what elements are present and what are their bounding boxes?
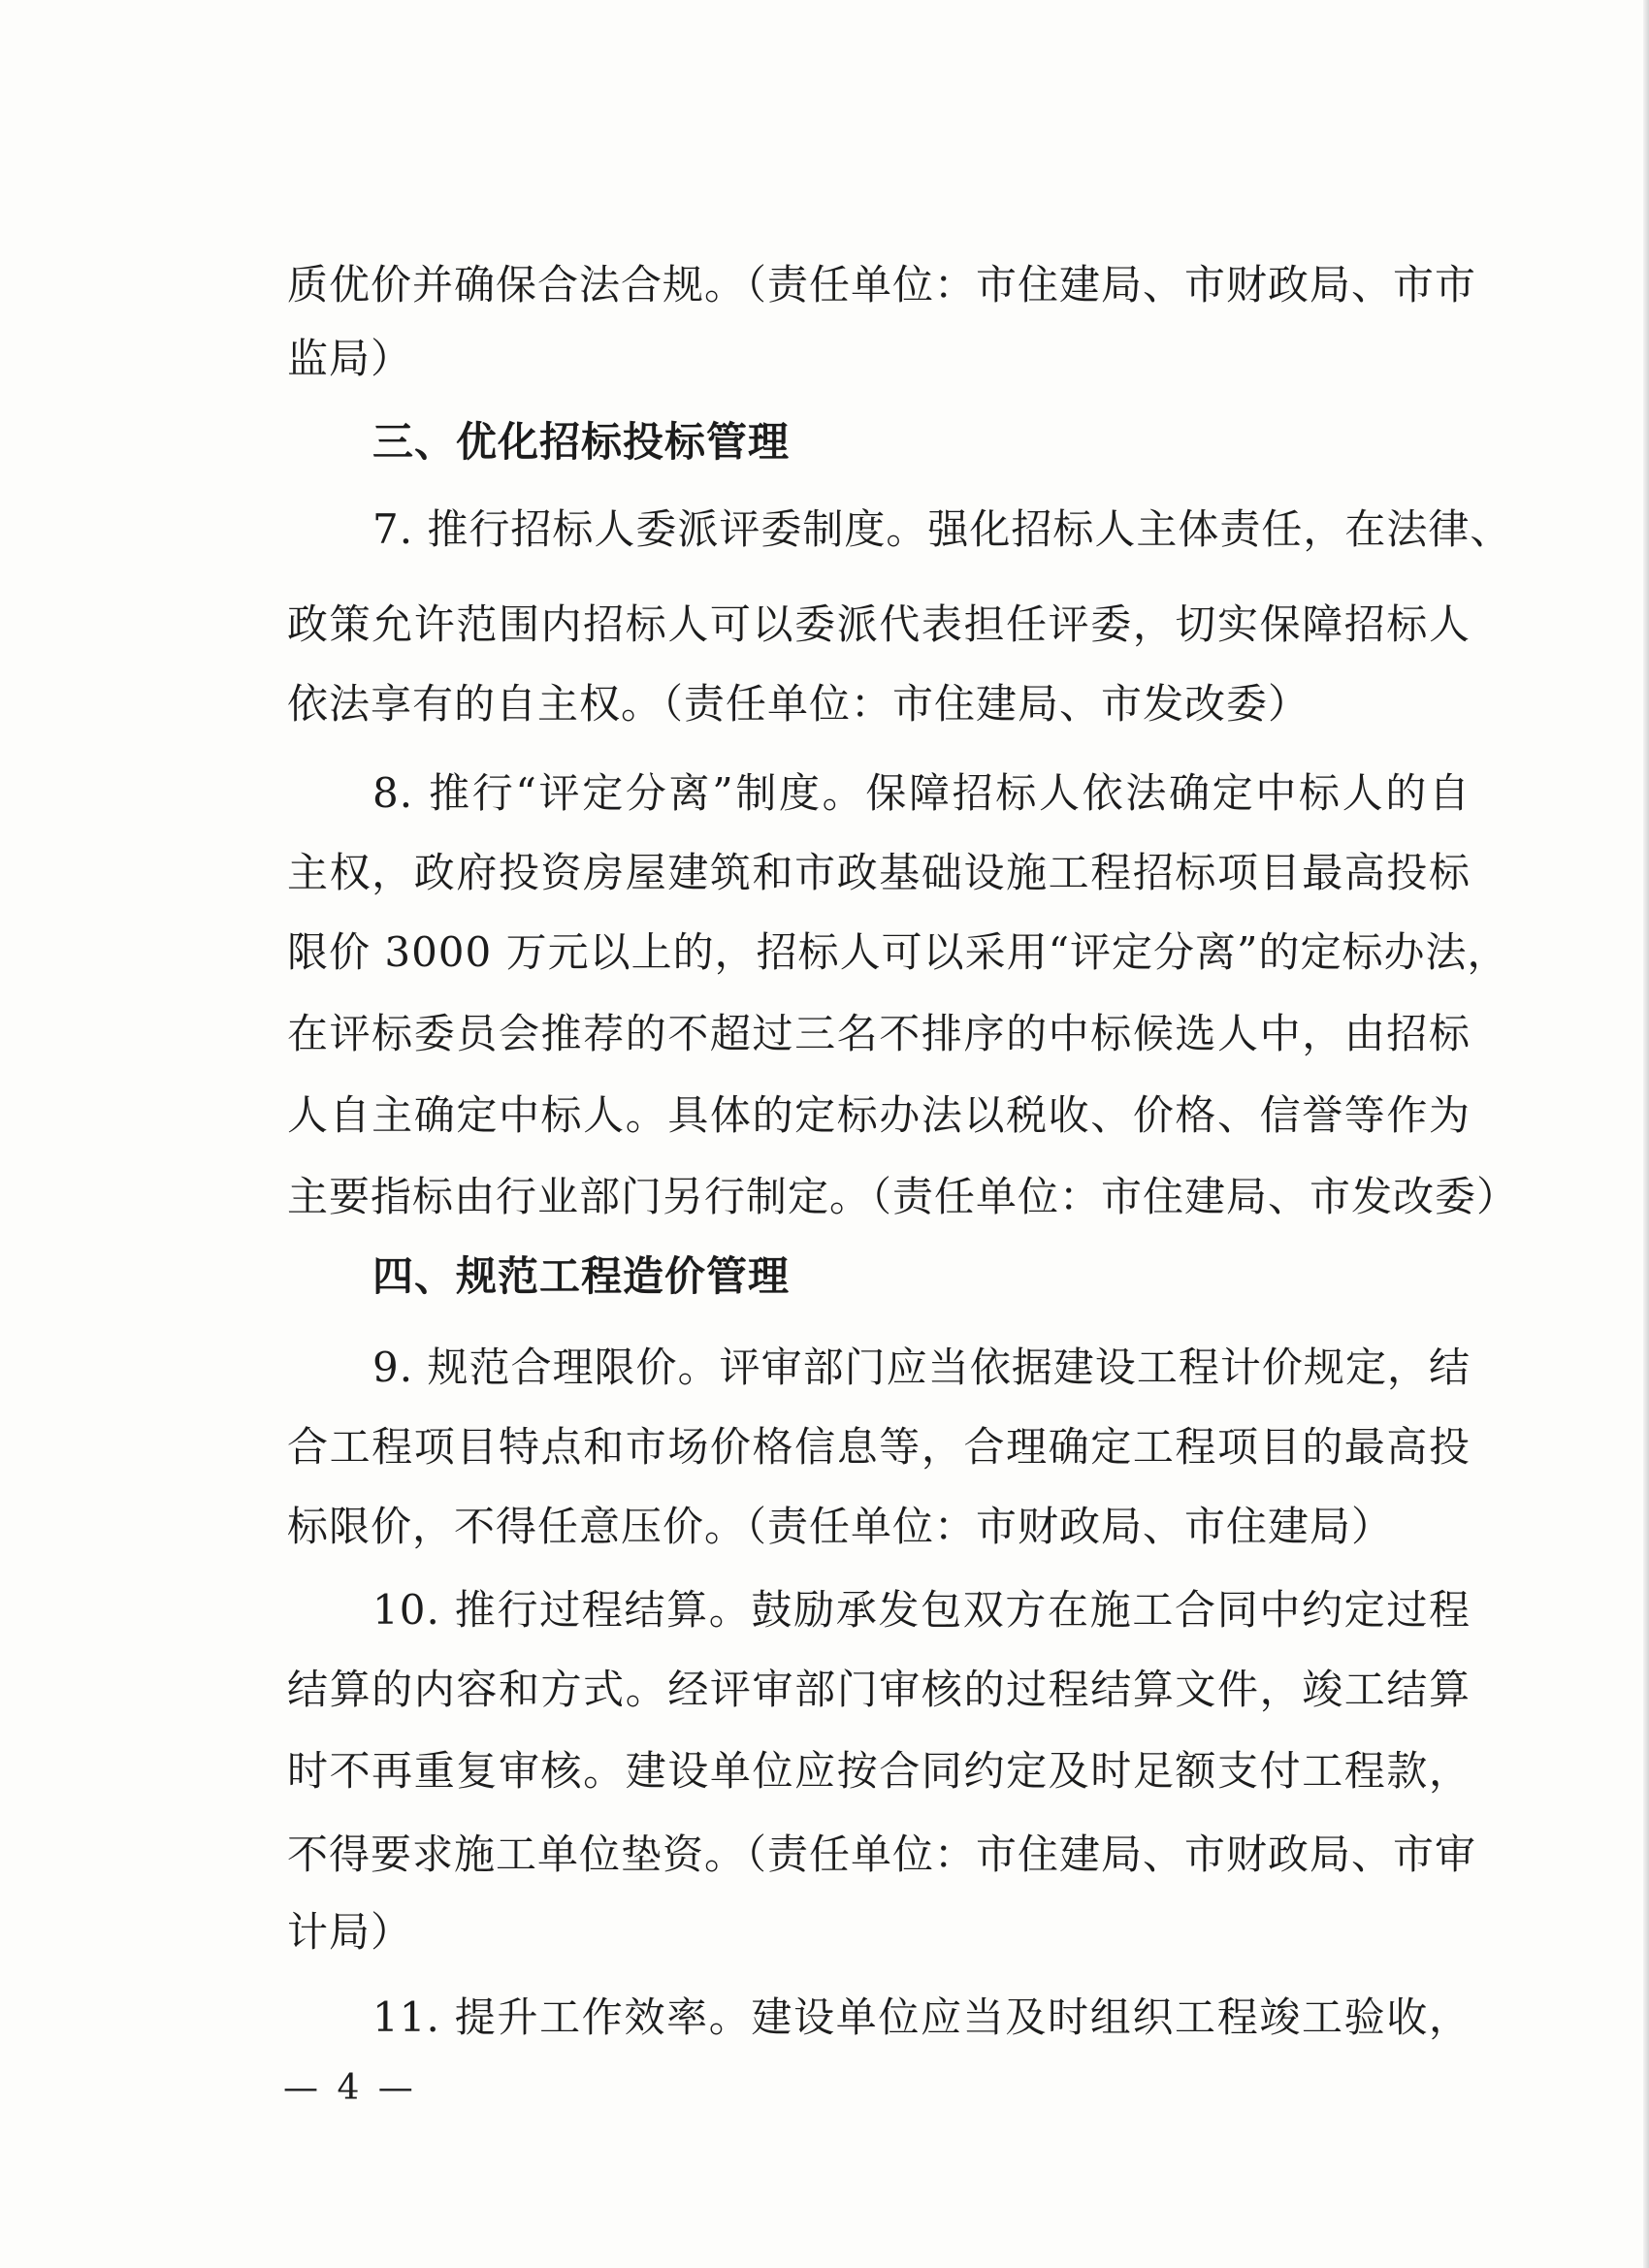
body-text-line: 在评标委员会推荐的不超过三名不排序的中标候选人中，由招标 — [287, 1010, 1471, 1057]
body-text-line: 依法享有的自主权。（责任单位：市住建局、市发改委） — [287, 680, 1310, 728]
body-text-line: 结算的内容和方式。经评审部门审核的过程结算文件，竣工结算 — [287, 1666, 1471, 1713]
body-text-line: 限价 3000 万元以上的，招标人可以采用“评定分离”的定标办法， — [287, 928, 1509, 976]
body-text-line: 人自主确定中标人。具体的定标办法以税收、价格、信誉等作为 — [287, 1091, 1471, 1139]
body-text-line: 标限价，不得任意压价。（责任单位：市财政局、市住建局） — [287, 1503, 1394, 1550]
body-text-line: 主要指标由行业部门另行制定。（责任单位：市住建局、市发改委） — [287, 1173, 1519, 1220]
body-text-line: 合工程项目特点和市场价格信息等，合理确定工程项目的最高投 — [287, 1423, 1471, 1471]
body-text-line: 主权，政府投资房屋建筑和市政基础设施工程招标项目最高投标 — [287, 849, 1471, 896]
body-text-line: 质优价并确保合法合规。（责任单位：市住建局、市财政局、市市 — [287, 261, 1477, 308]
body-text-line: 10. 推行过程结算。鼓励承发包双方在施工合同中约定过程 — [372, 1586, 1471, 1634]
body-text-line: 政策允许范围内招标人可以委派代表担任评委，切实保障招标人 — [287, 600, 1471, 648]
body-text-line: 9. 规范合理限价。评审部门应当依据建设工程计价规定，结 — [372, 1344, 1471, 1391]
page-edge-shadow — [1643, 0, 1649, 2268]
body-text-line: 7. 推行招标人委派评委制度。强化招标人主体责任，在法律、 — [372, 505, 1512, 553]
page-number: — 4 — — [283, 2068, 417, 2108]
body-text-line: 11. 提升工作效率。建设单位应当及时组织工程竣工验收， — [372, 1993, 1471, 2041]
body-text-line: 计局） — [287, 1908, 413, 1956]
body-text-line: 时不再重复审核。建设单位应按合同约定及时足额支付工程款， — [287, 1747, 1471, 1795]
body-text-line: 监局） — [287, 335, 413, 382]
body-text-line: 8. 推行“评定分离”制度。保障招标人依法确定中标人的自 — [372, 769, 1471, 817]
section-heading: 四、规范工程造价管理 — [372, 1252, 791, 1300]
section-heading: 三、优化招标投标管理 — [372, 418, 791, 466]
body-text-line: 不得要求施工单位垫资。（责任单位：市住建局、市财政局、市审 — [287, 1831, 1477, 1878]
